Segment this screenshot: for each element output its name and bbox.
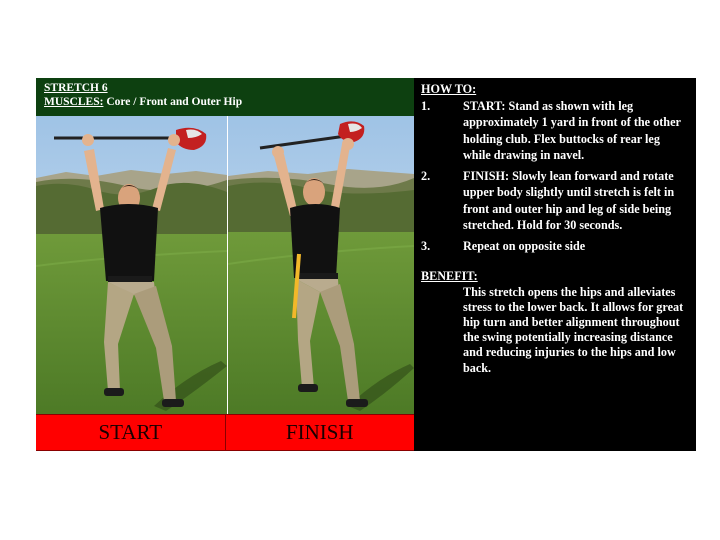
step-number: 2. — [421, 168, 431, 183]
step-number: 1. — [421, 98, 431, 113]
step-text: Repeat on opposite side — [463, 238, 586, 253]
finish-photo — [228, 116, 414, 414]
muscles-value: Core / Front and Outer Hip — [106, 96, 243, 108]
finish-label: FINISH — [225, 415, 415, 450]
stretch-header — [36, 78, 414, 116]
step-text: FINISH: Slowly lean forward and rotate upper body slightly until stretch is felt in front and outer hip and leg of side being stretched. Hold for 30 seconds. — [463, 168, 675, 232]
stretch-slide — [36, 78, 696, 451]
step-item — [421, 98, 688, 164]
start-label: START — [98, 420, 163, 444]
step-item — [421, 238, 688, 255]
photo-divider — [227, 116, 228, 414]
stretch-number: STRETCH 6 — [44, 82, 108, 94]
howto-heading: HOW TO: — [421, 82, 477, 96]
photo-area — [36, 116, 414, 414]
benefit-heading: BENEFIT: — [421, 269, 478, 283]
instructions-panel — [414, 78, 696, 451]
muscles-label: MUSCLES: — [44, 96, 104, 108]
phase-labels — [36, 414, 414, 451]
step-text: START: Stand as shown with leg approximately 1 yard in front of the other holding club. Flex buttocks of rear leg while drawing in navel. — [463, 98, 681, 162]
step-number: 3. — [421, 238, 431, 253]
step-item — [421, 168, 688, 234]
start-photo — [36, 116, 227, 414]
benefit-text: This stretch opens the hips and alleviates stress to the lower back. It allows for great hip turn and better alignment throughout the swing potentially increasing distance and reducing injuries to the hips and low back. — [463, 284, 684, 375]
